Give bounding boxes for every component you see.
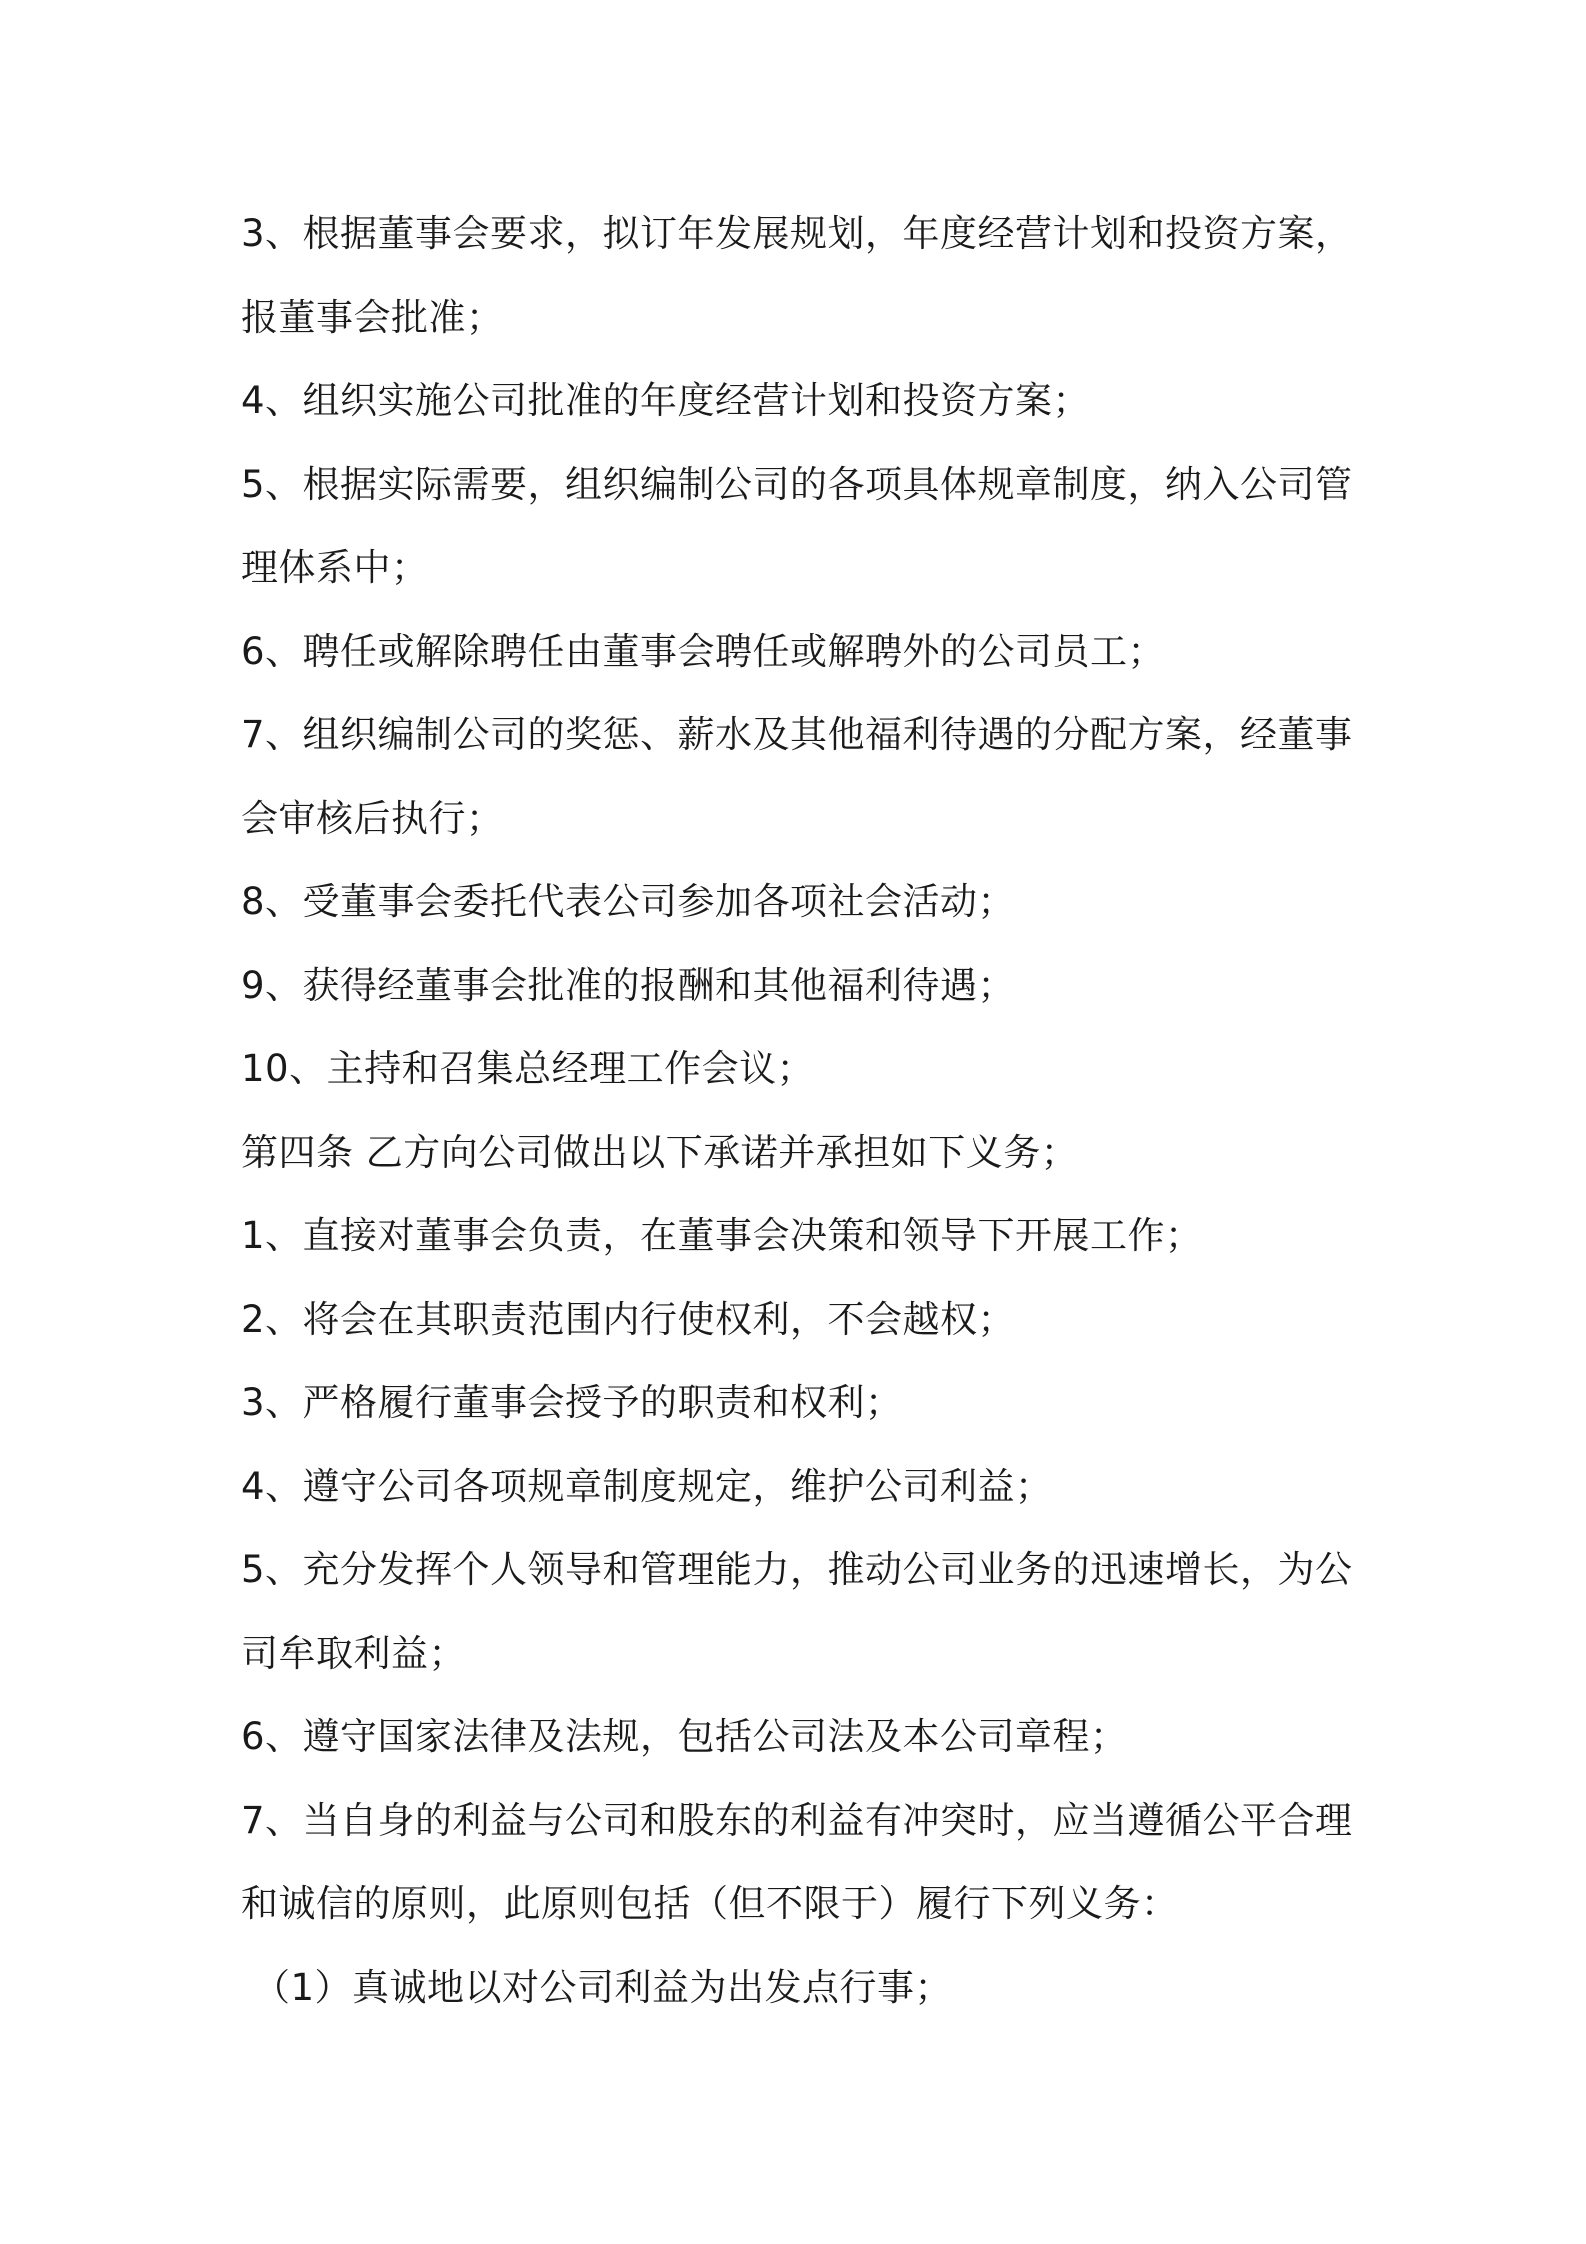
text-line: 会审核后执行； <box>241 796 504 840</box>
text-line: 4、组织实施公司批准的年度经营计划和投资方案； <box>241 379 1091 422</box>
text-line: （1）真诚地以对公司利益为出发点行事； <box>253 1965 953 2009</box>
text-line: 和诚信的原则，此原则包括（但不限于）履行下列义务： <box>241 1882 1179 1925</box>
text-line: 理体系中； <box>241 546 429 589</box>
text-line: 3、严格履行董事会授予的职责和权利； <box>241 1381 903 1424</box>
text-line: 司牟取利益； <box>241 1631 466 1675</box>
section-heading: 第四条 乙方向公司做出以下承诺并承担如下义务； <box>241 1130 1079 1174</box>
text-line: 5、根据实际需要，组织编制公司的各项具体规章制度，纳入公司管 <box>241 462 1353 506</box>
text-line: 7、组织编制公司的奖惩、薪水及其他福利待遇的分配方案，经董事 <box>241 713 1353 756</box>
text-line: 报董事会批准； <box>241 295 504 339</box>
text-line: 7、当自身的利益与公司和股东的利益有冲突时，应当遵循公平合理 <box>241 1798 1353 1842</box>
text-line: 2、将会在其职责范围内行使权利，不会越权； <box>241 1297 1016 1341</box>
document-body <box>241 192 1361 2029</box>
text-line: 5、充分发挥个人领导和管理能力，推动公司业务的迅速增长，为公 <box>241 1548 1353 1591</box>
text-line: 6、遵守国家法律及法规，包括公司法及本公司章程； <box>241 1715 1128 1758</box>
text-line: 10、主持和召集总经理工作会议； <box>241 1047 815 1090</box>
text-line: 8、受董事会委托代表公司参加各项社会活动； <box>241 880 1016 923</box>
text-line: 1、直接对董事会负责，在董事会决策和领导下开展工作； <box>241 1214 1203 1257</box>
text-line: 9、获得经董事会批准的报酬和其他福利待遇； <box>241 963 1016 1007</box>
text-line: 4、遵守公司各项规章制度规定，维护公司利益； <box>241 1464 1053 1508</box>
text-line: 6、聘任或解除聘任由董事会聘任或解聘外的公司员工； <box>241 629 1166 673</box>
text-line: 3、根据董事会要求，拟订年发展规划，年度经营计划和投资方案， <box>241 212 1353 255</box>
